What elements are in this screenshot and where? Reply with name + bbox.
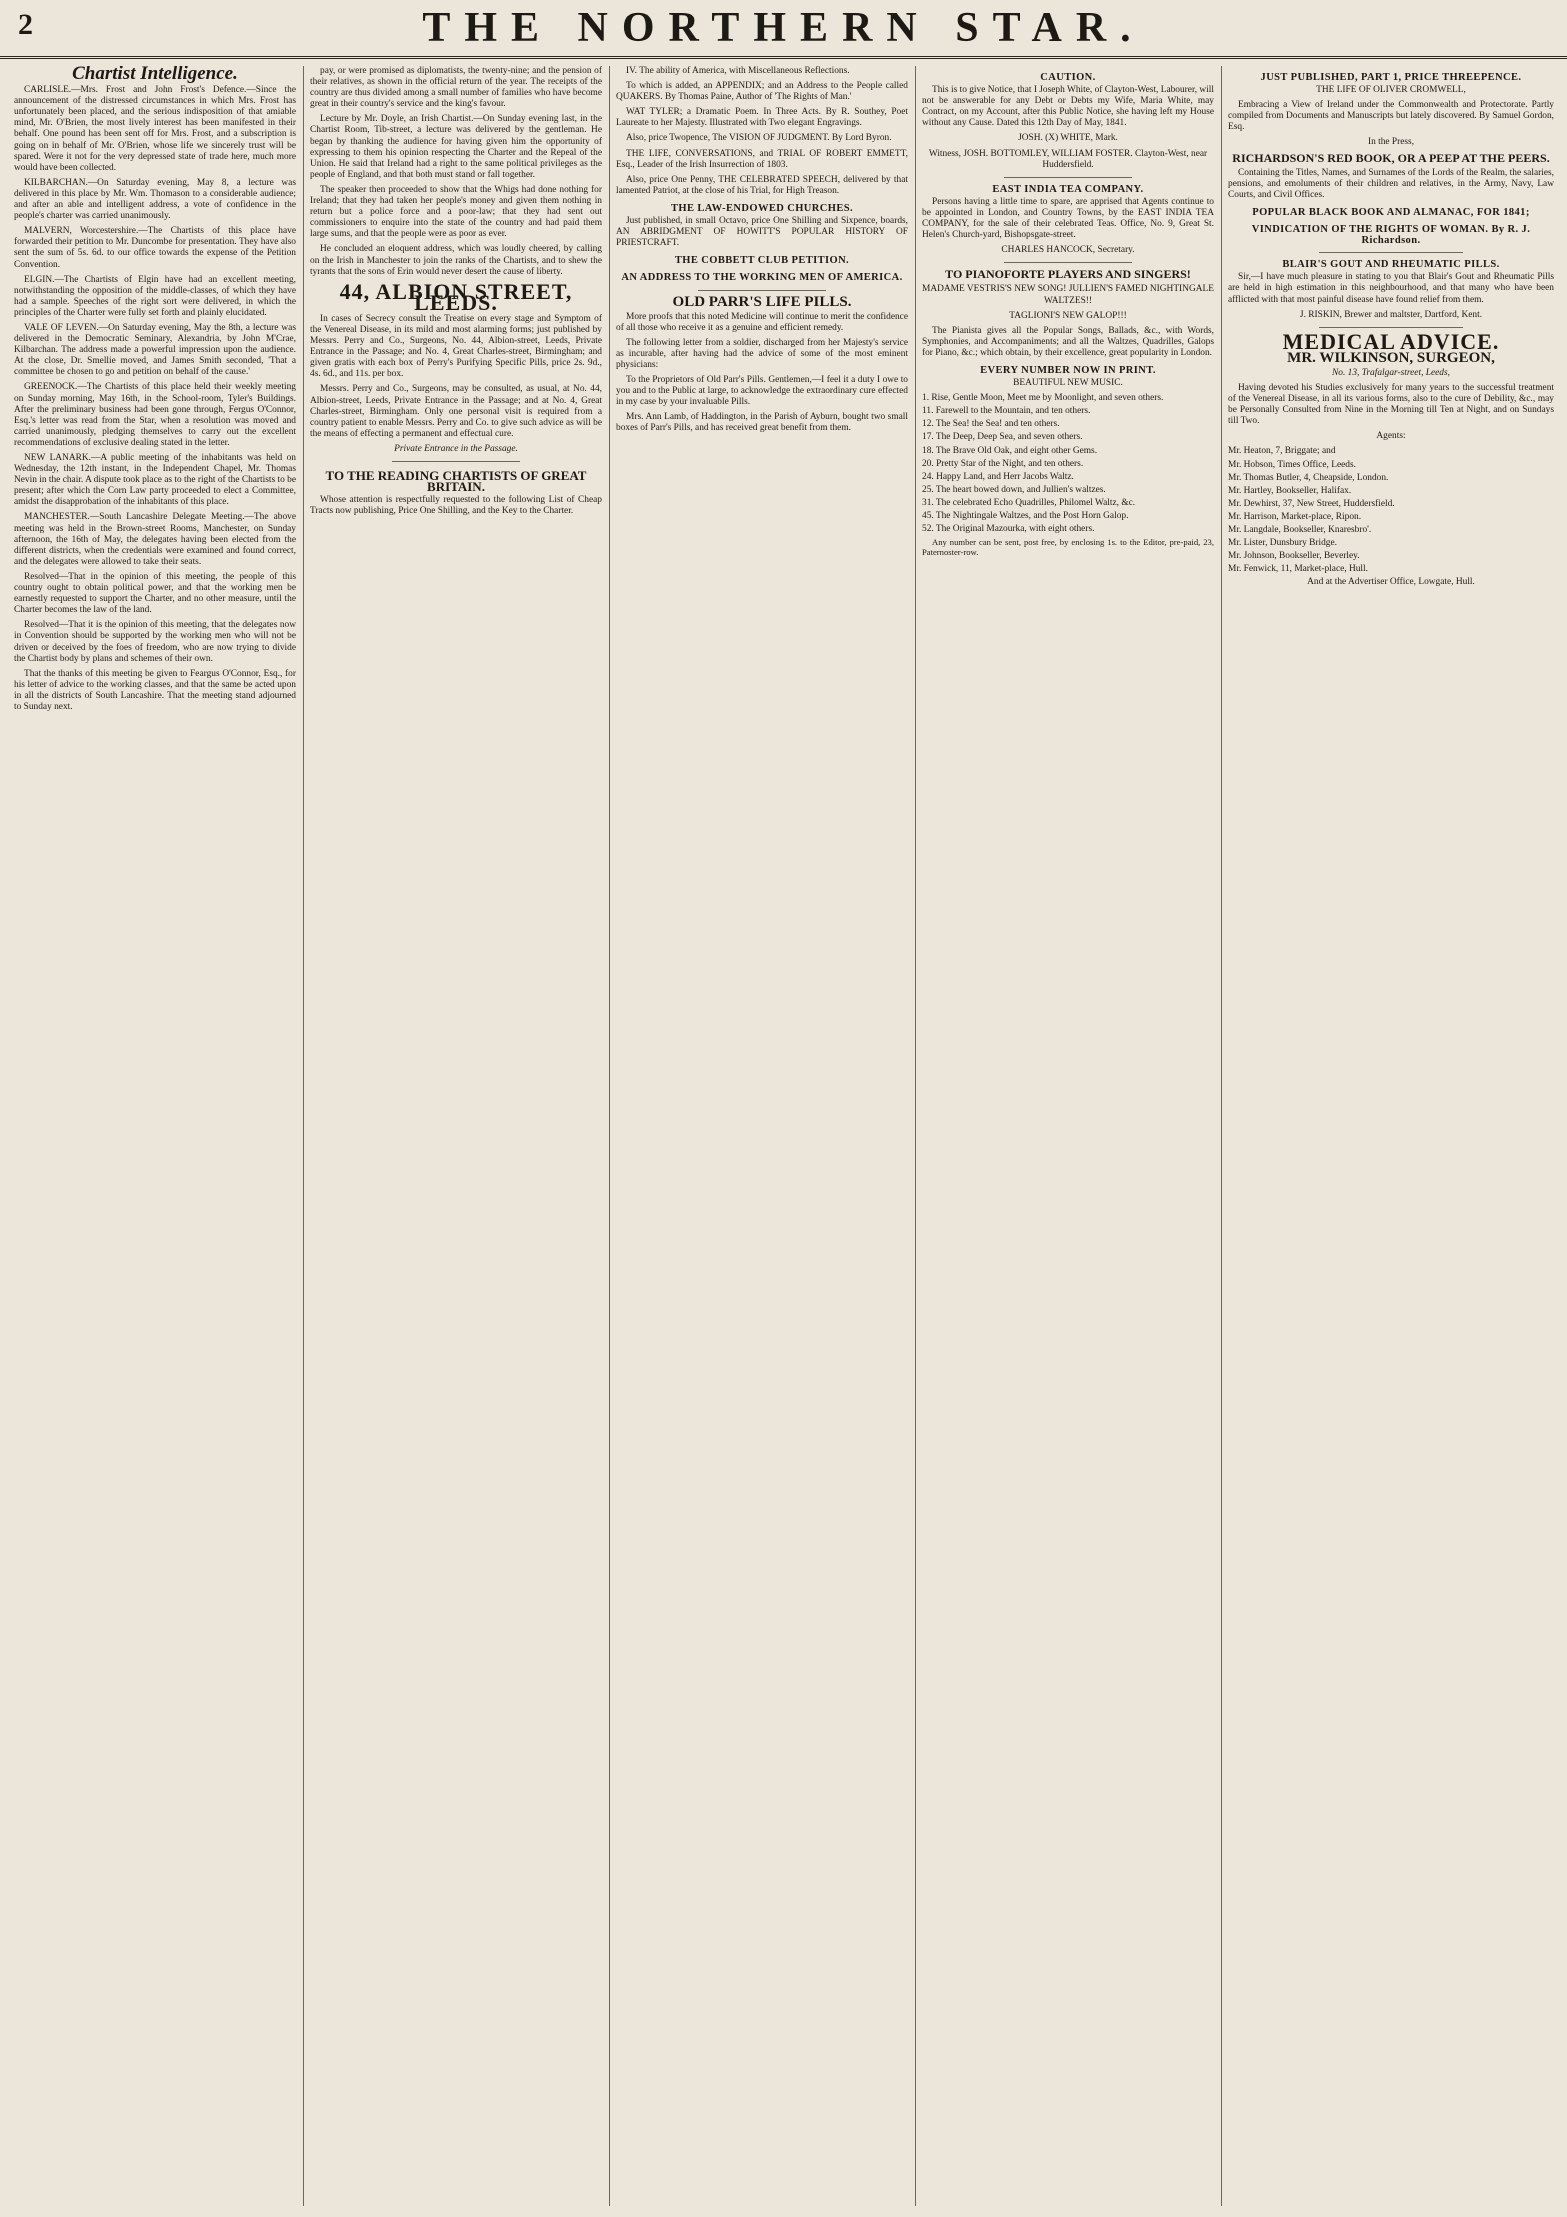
blair-pills-text: Sir,—I have much pleasure in stating to you that Blair's Gout and Rheumatic Pills are held in high estimation in this neighbourhood, and that many who have been afflicted with that most painful disease have found relief from them. (1228, 272, 1554, 305)
divider (698, 290, 827, 291)
caution-text: This is to give Notice, that I Joseph White, of Clayton-West, Labourer, will not be answerable for any Debt or Debts my Wife, Maria White, may Contract, on my Account, after this Public Notice, she having left my House without any Cause. Dated this 12th Day of May, 1841. (922, 85, 1214, 129)
music-list-title: EVERY NUMBER NOW IN PRINT. (980, 364, 1156, 376)
albion-street-notice-title: 44, ALBION STREET, LEEDS. (339, 278, 573, 315)
america-address-title: AN ADDRESS TO THE WORKING MEN OF AMERICA. (621, 272, 903, 284)
caution-signature: JOSH. (X) WHITE, Mark. (1018, 133, 1118, 144)
music-item: 12. The Sea! the Sea! and ten others. (922, 419, 1060, 430)
music-item: 24. Happy Land, and Herr Jacobs Waltz. (922, 471, 1074, 482)
chartist-report-paragraph: That the thanks of this meeting be given to Feargus O'Connor, Esq., for his letter of advice to the working classes, and that the same be acted upon in all the districts of South Lancashire. That the meeting stand adjourned to Sunday next. (14, 668, 296, 712)
music-item: 31. The celebrated Echo Quadrilles, Philomel Waltz, &c. (922, 497, 1136, 508)
east-india-text: Persons having a little time to spare, are apprised that Agents continue to be appointed in London, and Country Towns, by the EAST INDIA TEA COMPANY, for the sale of their celebrated Teas. Office, No. 9, Great St. Helen's Church-yard, Bishopsgate-street. (922, 196, 1214, 241)
tract-paragraph: THE LIFE, CONVERSATIONS, and TRIAL OF ROBERT EMMETT, Esq., Leader of the Irish Insurrection of 1803. (616, 148, 908, 170)
music-number-list (922, 393, 1214, 535)
column-divider (915, 66, 916, 2206)
blair-pills-signature: J. RISKIN, Brewer and maltster, Dartford, Kent. (1299, 309, 1483, 320)
column-divider (303, 66, 304, 2206)
music-item: 1. Rise, Gentle Moon, Meet me by Moonlight, and seven others. (922, 393, 1164, 404)
wilkinson-title: MR. WILKINSON, SURGEON, (1287, 349, 1495, 366)
article-paragraph: He concluded an eloquent address, which was loudly cheered, by calling on the Irish in Manchester to join the ranks of the Chartists, and to shew the tyrants that the sons of Erin would never desert the cause of liberty. (310, 244, 602, 277)
pianista-text: The Pianista gives all the Popular Songs, Ballads, &c., with Words, Symphonies, and Accompaniments; and all the Waltzes, Quadrilles, Galops for Piano, &c.; which obtain, by their excellence, great popularity in London. (922, 325, 1214, 358)
tracts-list (616, 66, 908, 197)
parr-pills-ad (616, 312, 908, 435)
tract-paragraph: Also, price One Penny, THE CELEBRATED SPEECH, delivered by that lamented Patriot, at the close of his Trial, for High Treason. (616, 174, 908, 196)
east-india-title: EAST INDIA TEA COMPANY. (992, 183, 1144, 195)
taglioni-galop: TAGLIONI'S NEW GALOP!!! (1009, 310, 1127, 321)
parr-pills-title: OLD PARR'S LIFE PILLS. (672, 293, 852, 310)
section-heading-chartist: Chartist Intelligence. (72, 66, 238, 84)
advertiser-footer: And at the Advertiser Office, Lowgate, Hull. (1307, 577, 1475, 588)
masthead (0, 0, 1567, 62)
column-divider (1221, 66, 1222, 2206)
agent-item: Mr. Heaton, 7, Briggate; and (1228, 446, 1336, 457)
pianoforte-title: TO PIANOFORTE PLAYERS AND SINGERS! (945, 267, 1191, 282)
chartist-report-paragraph: KILBARCHAN.—On Saturday evening, May 8, a lecture was delivered in this place by Mr. Wm. Thomason to a considerable audience; and after an able and intelligent address, a vote of confidence in the people's charter was carried unanimously. (14, 177, 296, 222)
agent-item: Mr. Hobson, Times Office, Leeds. (1228, 459, 1356, 470)
chartist-report-paragraph: MALVERN, Worcestershire.—The Chartists of this place have forwarded their petition to Mr. Duncombe for presentation. They have also sent the sum of 5s. 6d. to our office towards the expense of the Petition Convention. (14, 226, 296, 270)
wilkinson-address: No. 13, Trafalgar-street, Leeds, (1332, 367, 1450, 378)
chartist-report-paragraph: NEW LANARK.—A public meeting of the inhabitants was held on Wednesday, the 12th instant, in the Independent Chapel, Mr. Thomas Nevin in the chair. A dispute took place as to the right of the Chartists to be present; after which the Corn Law party proceeded to elect a Committee, amidst the disapprobation of the inhabitants of this place. (14, 453, 296, 508)
chartist-report-paragraph: CARLISLE.—Mrs. Frost and John Frost's Defence.—Since the announcement of the distressed circumstances in which Mrs. Frost has unfortunately been placed, and the serious indisposition of that amiable mind, Mr. O'Brien, the most lively interest has been manifested in their behalf. One pound has been sent off for Mrs. Frost, and a subscription is going on in behalf of Mr. O'Brien, whose life we sincerely trust will be spared. Were it not for the very depressed state of trade here, much more would have been collected. (14, 85, 296, 173)
east-india-signature: CHARLES HANCOCK, Secretary. (1001, 245, 1135, 256)
chartist-report-paragraph: MANCHESTER.—South Lancashire Delegate Meeting.—The above meeting was held in the Brown-street Rooms, Manchester, on Sunday afternoon, the 16th of May, the delegates having been elected from the different districts, when the credentials were examined and found correct, and the delegates were allowed to take their seats. (14, 512, 296, 567)
divider (392, 461, 521, 462)
caution-witness: Witness, JOSH. BOTTOMLEY, WILLIAM FOSTER. Clayton-West, near Huddersfield. (928, 148, 1208, 170)
pills-paragraph: The following letter from a soldier, discharged from her Majesty's service as incurable, after having had the advice of some of the most eminent physicians: (616, 337, 908, 370)
vestris-song: MADAME VESTRIS'S NEW SONG! JULLIEN'S FAMED NIGHTINGALE WALTZES!! (922, 284, 1214, 306)
divider (1319, 252, 1462, 253)
agent-item: Mr. Johnson, Bookseller, Beverley. (1228, 551, 1360, 562)
albion-street-notice (310, 314, 602, 440)
divider (1004, 177, 1133, 178)
divider (1319, 327, 1462, 328)
medical-advice-title: MEDICAL ADVICE. (1282, 328, 1500, 354)
agents-heading: Agents: (1376, 431, 1406, 442)
notice-paragraph: Messrs. Perry and Co., Surgeons, may be consulted, as usual, at No. 44, Albion-street, Leeds, Private Entrance in the Passage; and at No. 4, Great Charles-street, Birmingham. Only one personal visit is required from a country patient to enable Messrs. Perry and Co. to give such advice as will be the means of effecting a permanent and effectual cure. (310, 384, 602, 439)
tract-paragraph: Also, price Twopence, The VISION OF JUDGMENT. By Lord Byron. (626, 133, 892, 144)
music-item: 52. The Original Mazourka, with eight others. (922, 524, 1095, 535)
vindication-title: VINDICATION OF THE RIGHTS OF WOMAN. By R. J. Richardson. (1251, 224, 1531, 247)
column-divider (609, 66, 610, 2206)
caution-title: CAUTION. (1040, 72, 1096, 83)
chartist-report-paragraph: VALE OF LEVEN.—On Saturday evening, May the 8th, a lecture was delivered in the Democratic Seminary, Alexandria, by John M'Crae, Kilbarchan. The address made a powerful impression upon the audience. At the close, Dr. Smellie moved, and James Smith seconded, 'That a committee be chosen to go and petition on behalf of the cause.' (14, 322, 296, 378)
agent-item: Mr. Dewhirst, 37, New Street, Huddersfield. (1228, 498, 1395, 509)
column-4 (922, 66, 1214, 2206)
column-2 (310, 66, 602, 2206)
cobbett-title: THE COBBETT CLUB PETITION. (674, 255, 850, 267)
private-entrance-note: Private Entrance in the Passage. (394, 443, 518, 454)
tract-paragraph: WAT TYLER; a Dramatic Poem. In Three Acts. By R. Southey, Poet Laureate to her Majesty. Illustrated with Two elegant Engravings. (616, 107, 908, 129)
article-paragraph: The speaker then proceeded to show that the Whigs had done nothing for Ireland; that they had taken her people's money and given them nothing in return but a police force and a poor-law; that they had sent out commissioners to enquire into the state of the country and had paid them large sums, and that the people were as poor as ever. (310, 184, 602, 240)
music-list-subtitle: BEAUTIFUL NEW MUSIC. (1013, 378, 1123, 389)
pills-paragraph: Mrs. Ann Lamb, of Haddington, in the Parish of Ayburn, bought two small boxes of Parr's Pills, and has received great benefit from them. (616, 412, 908, 434)
column-5 (1228, 66, 1554, 2206)
almanac-title: POPULAR BLACK BOOK AND ALMANAC, FOR 1841; (1252, 206, 1530, 218)
notice-paragraph: In cases of Secrecy consult the Treatise on every stage and Symptom of the Venereal Disease, in its mild and most alarming forms; just published by Messrs. Perry and Co., Surgeons, No. 44, Albion-street, Leeds, Private Entrance in the Passage; and No. 4, Great Charles-street, Birmingham; and given gratis with each box of Perry's Purifying Specific Pills, price 2s. 9d., 4s. 6d., and 11s. per box. (310, 313, 602, 380)
article-paragraph: Lecture by Mr. Doyle, an Irish Chartist.—On Sunday evening last, in the Chartist Room, Tib-street, a lecture was delivered by the gentleman. He began by thanking the audience for having given him the opportunity of expressing to them his opinion respecting the Charter and the Repeal of the Union. He said that Ireland had a right to the same political privileges as the people of England, and that both must stand or fall together. (310, 114, 602, 180)
blair-pills-title: BLAIR'S GOUT AND RHEUMATIC PILLS. (1282, 259, 1500, 271)
law-churches-title: THE LAW-ENDOWED CHURCHES. (670, 202, 853, 214)
chartist-report-paragraph: Resolved—That in the opinion of this meeting, the people of this country ought to obtain political power, and that the working men be earnestly requested to support the Charter, and no other measure, until the Charter becomes the law of the land. (14, 571, 296, 616)
medical-text: Having devoted his Studies exclusively for many years to the successful treatment of the Venereal Disease, in all its various forms, also to the cure of Debility, &c., may be Personally Consulted from Nine in the Morning till Ten at Night, and on Sundays till Two. (1228, 382, 1554, 427)
cromwell-subtitle: THE LIFE OF OLIVER CROMWELL, (1316, 85, 1466, 96)
chartist-report-paragraph: Resolved—That it is the opinion of this meeting, that the delegates now in Convention should be supported by the working men who will not be driven or deceived by the foes of freedom, who are now trying to divide the Chartist body by plans and schemes of their own. (14, 620, 296, 664)
law-churches-text: Just published, in small Octavo, price One Shilling and Sixpence, boards, AN ABRIDGMENT OF HOWITT'S POPULAR HISTORY OF PRIESTCRAFT. (616, 216, 908, 249)
newspaper-title: THE NORTHERN STAR. (422, 5, 1145, 51)
agent-item: Mr. Fenwick, 11, Market-place, Hull. (1228, 564, 1368, 575)
pills-paragraph: More proofs that this noted Medicine will continue to merit the confidence of all those who receive it as a genuine and efficient remedy. (616, 311, 908, 333)
cromwell-text: Embracing a View of Ireland under the Commonwealth and Protectorate. Partly compiled from Documents and Manuscripts but lately discovered. By Samuel Gordon, Esq. (1228, 100, 1554, 133)
divider (1004, 262, 1133, 263)
chartist-report-paragraph: GREENOCK.—The Chartists of this place held their weekly meeting on Sunday morning, May 16th, in the School-room, Tyler's Buildings. After the preliminary business had been gone through, Fergus O'Connor, Esq.'s letter was read from the Star, when a resolution was moved and carried unanimously, pledging themselves to carry out the excellent recommendations of exclusive dealing stated in the letter. (14, 382, 296, 448)
cromwell-title: JUST PUBLISHED, PART 1, PRICE THREEPENCE. (1260, 72, 1522, 83)
reading-chartists-text: Whose attention is respectfully requested to the following List of Cheap Tracts now publishing, Price One Shilling, and the Key to the Charter. (310, 495, 602, 517)
music-footer: Any number can be sent, post free, by enclosing 1s. to the Editor, pre-paid, 23, Paternoster-row. (922, 537, 1214, 558)
agent-item: Mr. Langdale, Bookseller, Knaresbro'. (1228, 525, 1372, 535)
music-item: 45. The Nightingale Waltzes, and the Post Horn Galop. (922, 511, 1129, 521)
reading-chartists-title: TO THE READING CHARTISTS OF GREAT BRITAIN. (325, 468, 587, 495)
pills-paragraph: To the Proprietors of Old Parr's Pills. Gentlemen,—I feel it a duty I owe to you and to the Public at large, to acknowledge the extraordinary cure effected in my case by your invaluable Pills. (616, 375, 908, 408)
column-1 (14, 66, 296, 2206)
music-item: 25. The heart bowed down, and Jullien's waltzes. (922, 484, 1106, 495)
tract-paragraph: IV. The ability of America, with Miscellaneous Reflections. (626, 66, 850, 76)
agent-item: Mr. Lister, Dunsbury Bridge. (1228, 538, 1337, 549)
red-book-title: RICHARDSON'S RED BOOK, OR A PEEP AT THE PEERS. (1232, 150, 1550, 165)
agent-item: Mr. Hartley, Bookseller, Halifax. (1228, 485, 1352, 496)
music-item: 20. Pretty Star of the Night, and ten others. (922, 458, 1084, 469)
red-book-text: Containing the Titles, Names, and Surnames of the Lords of the Realm, the salaries, pensions, and emoluments of their children and relatives, in the Army, Navy, Law Courts, and Civil Offices. (1228, 167, 1554, 200)
article-paragraph: pay, or were promised as diplomatists, the twenty-nine; and the pension of their relatives, as shown in the official return of the year. The receipts of the country are thus divided among a small number of families who have become great in their country's service and the king's favour. (310, 66, 602, 110)
agents-list (1228, 446, 1554, 575)
chartist-report-paragraph: ELGIN.—The Chartists of Elgin have had an excellent meeting, notwithstanding the opposition of the middle-classes, of which they have had a sample. Speeches of the right sort were delivered, in which the principles of the Charter were fully set forth and plainly elucidated. (14, 274, 296, 318)
music-item: 17. The Deep, Deep Sea, and seven others. (922, 432, 1083, 443)
column-3 (616, 66, 908, 2206)
column-2-articles (310, 66, 602, 278)
page-number: 2 (18, 8, 33, 41)
tract-paragraph: To which is added, an APPENDIX; and an Address to the People called QUAKERS. By Thomas Paine, Author of 'The Rights of Man.' (616, 81, 908, 103)
red-book-press-note: In the Press, (1367, 137, 1415, 148)
music-item: 18. The Brave Old Oak, and eight other Gems. (922, 445, 1098, 456)
music-item: 11. Farewell to the Mountain, and ten others. (922, 406, 1091, 417)
masthead-rule (0, 56, 1567, 59)
agent-item: Mr. Harrison, Market-place, Ripon. (1228, 511, 1362, 522)
chartist-reports (14, 85, 296, 713)
agent-item: Mr. Thomas Butler, 4, Cheapside, London. (1228, 472, 1389, 483)
